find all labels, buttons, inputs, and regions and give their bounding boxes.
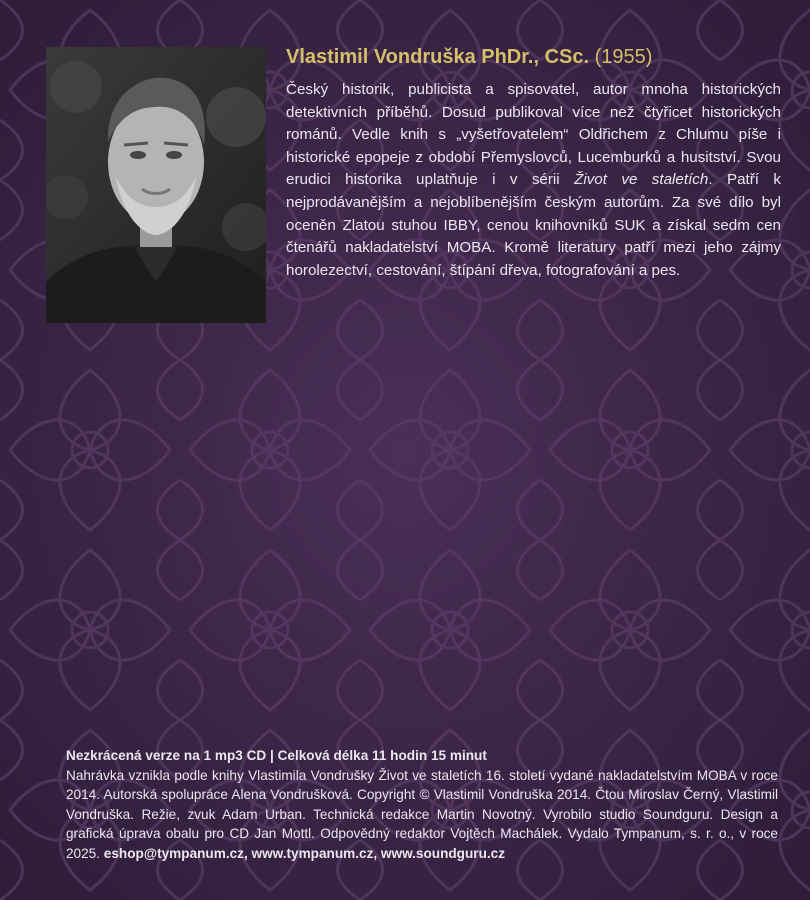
credits-text — [66, 766, 778, 864]
contact-links: eshop@tympanum.cz, www.tympanum.cz, www.soundguru.cz — [103, 845, 506, 861]
book-series-title: Život ve staletích — [574, 171, 709, 189]
credits-section — [66, 746, 778, 864]
author-years: (1955) — [594, 46, 653, 68]
author-photo — [46, 47, 266, 323]
credits-body: Nahrávka vznikla podle knihy Vlastimila Vondrušky Život ve staletích 16. století vydané nakladatelstvím MOBA v roce 2014. Autorská spolupráce Alena Vondrušková. Copyright © Vlastimil Vondruška 2014. Čtou Miroslav Černý, Vlastimil Vondruška. Režie, zvuk Adam Urban. Technická redakce Martin Novotný. Vyrobilo studio Soundguru. Design a grafická úprava obalu pro CD Jan Mottl. Odpovědný redaktor Vojtěch Machálek. Vydalo Tympanum, s. r. o., v roce 2025. — [66, 767, 778, 861]
author-portrait-image — [46, 47, 266, 323]
author-name-heading — [286, 44, 781, 71]
author-bio-text — [286, 79, 781, 282]
credits-headline: Nezkrácená verze na 1 mp3 CD | Celková délka 11 hodin 15 minut — [66, 748, 487, 763]
bio-text-start: Český historik, publicista a spisovatel, autor mnoha historických detektivních příběhů. Dosud publikoval více než čtyřicet historických románů. Vedle knih s „vyšetřovatelem“ Oldřichem z Chlumu píše i historické epopeje z období Přemyslovců, Lucemburků a husitství. Svou erudici historika uplatňuje i v sérii — [286, 81, 781, 189]
author-bio-section — [286, 44, 781, 282]
bio-text-end: . Patří k nejprodávanějším a nejoblíbenějším českým autorům. Za své dílo byl oceněn Zlatou stuhou IBBY, cenou knihovníků SUK a získal sedm cen čtenářů nakladatelství MOBA. Kromě literatury patří mezi jeho zájmy horolezectví, cestování, štípání dřeva, fotografování a pes. — [286, 171, 781, 279]
author-name: Vlastimil Vondruška PhDr., CSc. — [286, 46, 590, 68]
